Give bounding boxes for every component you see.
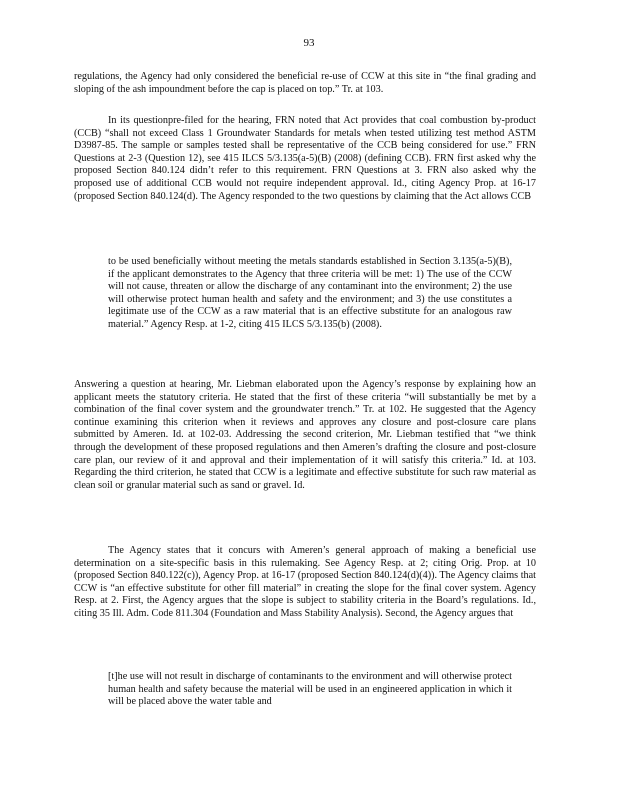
paragraph-continuation: regulations, the Agency had only considered the beneficial re-use of CCW at this site in “the final grading and sloping of the ash impoundment before the cap is placed on top.” Tr. at 103. xyxy=(74,71,536,95)
paragraph-frn-question: In its questionpre-filed for the hearing, FRN noted that Act provides that coal combustion by-product (CCB) “shall not exceed Class 1 Groundwater Standards for metals when tested utilizing test method ASTM D3987-85. The sample or samples tested shall be representative of the CCB being considered for use.” FRN Questions at 2-3 (Question 12), see 415 ILCS 5/3.135(a-5)(B) (2008) (defining CCB). FRN first asked why the proposed Section 840.124 didn’t refer to this requirement. FRN Questions at 3. FRN also asked why the proposed use of additional CCB would not require independent approval. Id., citing Agency Prop. at 16-17 (proposed Section 840.124(d). The Agency responded to the two questions by claiming that the Act allows CCB xyxy=(74,115,536,202)
block-quote-agency-response: to be used beneficially without meeting the metals standards established in Section 3.135(a-5)(B), if the applicant demonstrates to the Agency that three criteria will be met: 1) The use of the CCW will not cause, threaten or allow the discharge of any contaminant into the environment; 2) the use will otherwise protect human health and safety and the environment; and 3) the use constitutes a legitimate use of the CCW as a raw material that is an effective substitute for an analogous raw material.” Agency Resp. at 1-2, citing 415 ILCS 5/3.135(b) (2008). xyxy=(108,256,512,330)
paragraph-agency-concurs: The Agency states that it concurs with Ameren’s general approach of making a beneficial use determination on a site-specific basis in this rulemaking. See Agency Resp. at 2; citing Orig. Prop. at 10 (proposed Section 840.122(c)), Agency Prop. at 16-17 (proposed Section 840.124(d)(4)). The Agency claims that CCW is “an effective substitute for other fill material” in creating the slope for the final cover system. Agency Resp. at 2. First, the Agency argues that the slope is subject to stability criteria in the Board’s regulations. Id., citing 35 Ill. Adm. Code 811.304 (Foundation and Mass Stability Analysis). Second, the Agency argues that xyxy=(74,545,536,619)
block-quote-agency-argument: [t]he use will not result in discharge of contaminants to the environment and will otherwise protect human health and safety because the material will be used in an engineered application in which it will be placed above the water table and xyxy=(108,671,512,708)
paragraph-liebman-testimony: Answering a question at hearing, Mr. Liebman elaborated upon the Agency’s response by explaining how an applicant meets the statutory criteria. He stated that the first of these criteria “will substantially be met by a combination of the final cover system and the groundwater trench.” Tr. at 102. He suggested that the Agency continue examining this criterion when it reviews and approves any closure and post-closure care plans submitted by Ameren. Id. at 102-03. Addressing the second criterion, Mr. Liebman testified that “we think through the development of these proposed regulations and then Ameren’s drafting the closure and post-closure care plan, our review of it and approval and their implementation of it will satisfy this criteria.” Id. at 103. Regarding the third criterion, he stated that CCW is a legitimate and effective substitute for such raw material as clean soil or granular material such as sand or gravel. Id. xyxy=(74,379,536,491)
page-number: 93 xyxy=(303,37,315,49)
